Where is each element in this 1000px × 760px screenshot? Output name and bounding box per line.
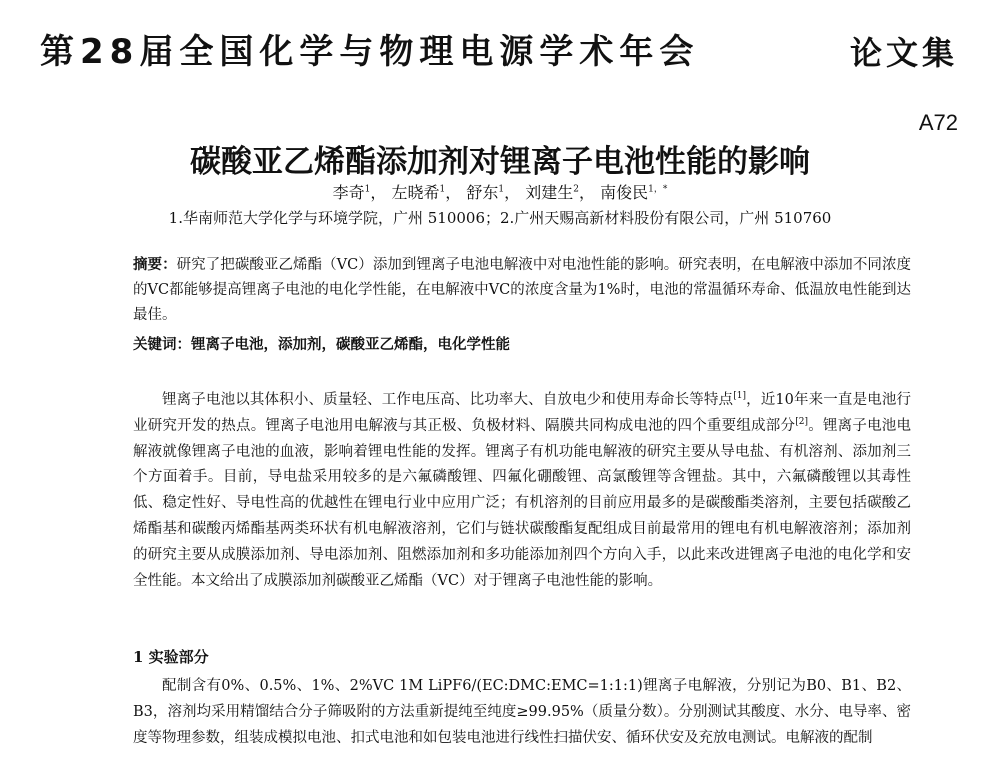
experimental-paragraph: 配制含有0%、0.5%、1%、2%VC 1M LiPF6/(EC:DMC:EMC=1:1:1)锂离子电解液，分别记为B0、B1、B2、B3，溶剂均采用精馏结合分子筛吸附的方法重新提纯至纯度≥99.95%（质量分数）。分别测试其酸度、水分、电导率、密度等物理参数，组装成模拟电池、扣式电池和如包装电池进行线性扫描伏安、循环伏安及充放电测试。电解液的配制 [133,678,911,746]
author-name: 左晓希 [391,183,440,202]
abstract-text: 研究了把碳酸亚乙烯酯（VC）添加到锂离子电池电解液中对电池性能的影响。研究表明，在电解液中添加不同浓度的VC都能够提高锂离子电池的电化学性能，在电解液中VC的浓度含量为1%时，电池的常温循环寿命、低温放电性能到达最佳。 [133,257,911,323]
author-name: 刘建生 [525,183,574,202]
author-affiliation-mark: 1 [498,184,505,195]
section-heading: 1 实验部分 [133,648,209,666]
author-affiliation-mark: 1，* [648,184,668,195]
keywords [133,332,911,357]
author-separator: ， [504,183,521,202]
abstract [133,252,911,328]
affiliation-line: 1.华南师范大学化学与环境学院，广州 510006；2.广州天赐高新材料股份有限公司，广州 510760 [168,209,832,227]
citation-ref: [1] [733,391,746,402]
author-name: 南俊民 [600,183,649,202]
intro-text: 。锂离子电池电解液就像锂离子电池的血液，影响着锂电性能的发挥。锂离子有机功能电解液的研究主要从导电盐、有机溶剂、添加剂三个方面着手。目前，导电盐采用较多的是六氟磷酸锂、四氟化硼酸锂、高氯酸锂等含锂盐。其中，六氟磷酸锂以其毒性低、稳定性好、导电性高的优越性在锂电行业中应用广泛；有机溶剂的目前应用最多的是碳酸酯类溶剂，主要包括碳酸乙烯酯基和碳酸丙烯酯基两类环状有机电解液溶剂，它们与链状碳酸酯复配组成目前最常用的锂电有机电解液溶剂；添加剂的研究主要从成膜添加剂、导电添加剂、阻燃添加剂和多功能添加剂四个方向入手，以此来改进锂离子电池的电化学和安全性能。本文给出了成膜添加剂碳酸亚乙烯酯（VC）对于锂离子电池性能的影响。 [133,417,911,589]
paper-code: A72 [918,110,958,135]
intro-text: 锂离子电池以其体积小、质量轻、工作电压高、比功率大、自放电少和使用寿命长等特点 [162,392,734,408]
author-separator: ， [578,183,595,202]
abstract-label: 摘要： [133,256,177,273]
author-name: 舒东 [466,183,499,202]
author-separator: ， [370,183,387,202]
keywords-label: 关键词： [133,336,191,353]
author-name: 李奇 [332,183,365,202]
intro-text: ，近10年来一直是电池行业研究开发的热点。锂离子电池用电解液与其正极、负极材料、隔膜共同构成电池的四个重要组成部分 [133,392,912,434]
author-affiliation-mark: 1 [364,184,371,195]
author-list [0,180,1000,203]
proceedings-label: 论文集 [849,34,958,72]
author-separator: ， [445,183,462,202]
conference-title: 第28届全国化学与物理电源学术年会 [40,32,700,72]
author-affiliation-mark: 1 [439,184,446,195]
introduction-paragraph [133,388,911,594]
author-affiliation-mark: 2 [573,184,579,195]
paper-title: 碳酸亚乙烯酯添加剂对锂离子电池性能的影响 [190,144,810,180]
keywords-text: 锂离子电池，添加剂，碳酸亚乙烯酯，电化学性能 [191,336,510,353]
citation-ref: [2] [795,416,808,427]
